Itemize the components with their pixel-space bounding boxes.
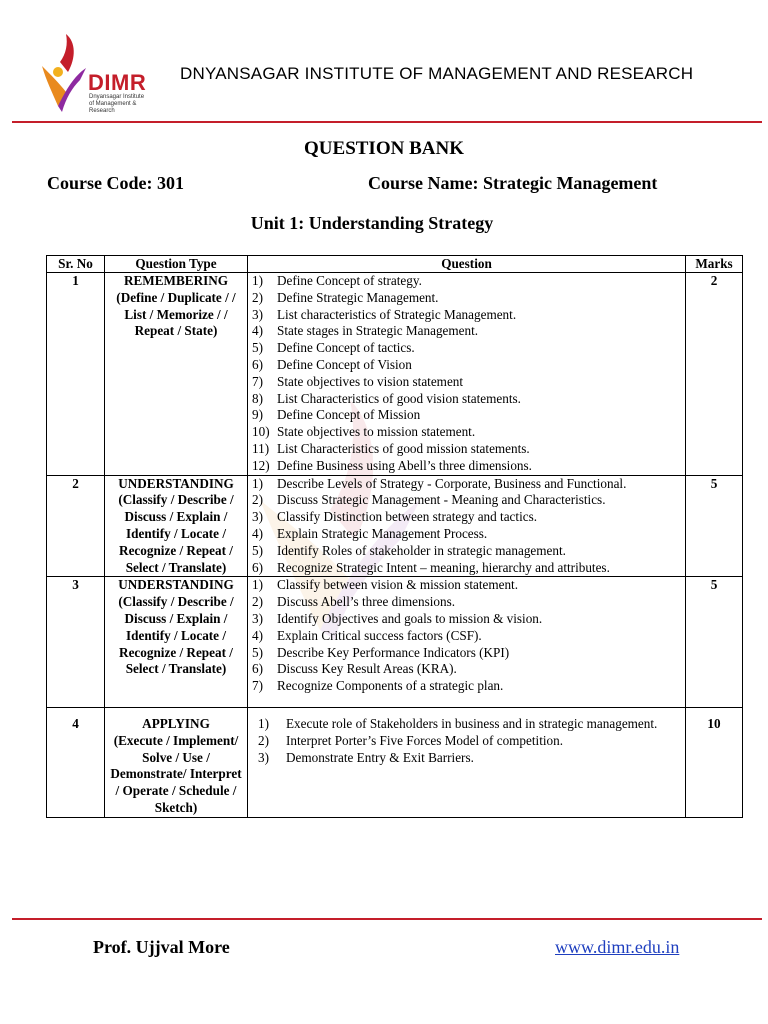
table-header-row <box>47 256 743 273</box>
list-item: 3) Classify Distinction between strategy and tactics. <box>252 509 538 525</box>
question-type-title: UNDERSTANDING <box>118 577 234 593</box>
list-item: 8) List Characteristics of good vision statements. <box>252 390 521 406</box>
list-item: 1) Describe Levels of Strategy - Corporate, Business and Functional. <box>252 475 627 491</box>
list-item: 9) Define Concept of Mission <box>252 407 421 423</box>
list-item: 6) Discuss Key Result Areas (KRA). <box>252 661 457 677</box>
list-item: 12) Define Business using Abell’s three dimensions. <box>252 457 532 473</box>
sr-no-cell: 3 <box>47 577 105 708</box>
list-item: 2) Discuss Abell’s three dimensions. <box>252 594 456 610</box>
table-row <box>47 707 743 817</box>
table-row <box>47 273 743 476</box>
list-item: 6) Define Concept of Vision <box>252 356 412 372</box>
table-row <box>47 577 743 708</box>
question-list <box>250 577 683 695</box>
course-name: Course Name: Strategic Management <box>368 173 658 193</box>
list-item: 1) Classify between vision & mission statement. <box>252 577 519 593</box>
header-marks: Marks <box>686 256 743 273</box>
list-item: 5) Define Concept of tactics. <box>252 340 415 356</box>
question-type-detail: (Classify / Describe / Discuss / Explain / Identify / Locate / Recognize / Repeat / Select / Translate) <box>118 594 234 677</box>
list-item: 3) Demonstrate Entry & Exit Barriers. <box>258 749 474 765</box>
question-type-detail: (Execute / Implement/ Solve / Use / Demonstrate/ Interpret / Operate / Schedule / Sketch) <box>110 732 242 815</box>
marks-cell: 5 <box>686 475 743 577</box>
question-type-title: REMEMBERING <box>123 273 229 288</box>
question-list <box>250 273 683 475</box>
list-item: 3) List characteristics of Strategic Management. <box>252 306 517 322</box>
document-title: QUESTION BANK <box>304 138 464 159</box>
question-cell <box>248 707 686 817</box>
question-cell <box>248 273 686 476</box>
list-item: 11) List Characteristics of good mission statements. <box>252 440 530 456</box>
question-type-cell <box>105 273 248 476</box>
list-item: 5) Identify Roles of stakeholder in strategic management. <box>252 542 566 558</box>
list-item: 4) Explain Strategic Management Process. <box>252 525 488 541</box>
logo-text: DIMR <box>88 70 147 95</box>
marks-cell: 10 <box>686 707 743 817</box>
question-cell <box>248 475 686 577</box>
list-item: 4) Explain Critical success factors (CSF). <box>252 627 482 643</box>
question-type-title: APPLYING <box>142 715 210 731</box>
course-code: Course Code: 301 <box>47 173 184 193</box>
header-question-type: Question Type <box>105 256 248 273</box>
dimr-logo-mark <box>36 32 96 116</box>
list-item: 4) State stages in Strategic Management. <box>252 323 479 339</box>
question-type-cell <box>105 707 248 817</box>
list-item: 2) Interpret Porter’s Five Forces Model of competition. <box>258 732 564 748</box>
header-divider <box>12 121 762 123</box>
question-cell <box>248 577 686 708</box>
list-item: 5) Describe Key Performance Indicators (KPI) <box>252 644 510 660</box>
question-list <box>250 716 683 766</box>
list-item: 10) State objectives to mission statement. <box>252 424 476 440</box>
question-type-detail: (Define / Duplicate / / List / Memorize / / Repeat / State) <box>116 289 236 339</box>
list-item: 2) Define Strategic Management. <box>252 289 439 305</box>
question-type-cell <box>105 475 248 577</box>
list-item: 7) Recognize Components of a strategic plan. <box>252 678 504 694</box>
list-item: 2) Discuss Strategic Management - Meaning and Characteristics. <box>252 492 606 508</box>
sr-no-cell: 2 <box>47 475 105 577</box>
question-table <box>46 255 743 818</box>
sr-no-cell: 1 <box>47 273 105 476</box>
list-item: 7) State objectives to vision statement <box>252 373 464 389</box>
sr-no-cell: 4 <box>47 707 105 817</box>
institute-name: DNYANSAGAR INSTITUTE OF MANAGEMENT AND RESEARCH <box>180 64 694 83</box>
logo-subtext: Dnyansagar Institute of Management & Research <box>89 94 145 114</box>
list-item: 1) Define Concept of strategy. <box>252 273 422 288</box>
question-type-title: UNDERSTANDING <box>118 475 234 491</box>
footer-author: Prof. Ujjval More <box>93 937 230 957</box>
question-type-cell <box>105 577 248 708</box>
question-type-detail: (Classify / Describe / Discuss / Explain / Identify / Locate / Recognize / Repeat / Select / Translate) <box>118 492 234 575</box>
marks-cell: 2 <box>686 273 743 476</box>
header-sr-no: Sr. No <box>47 256 105 273</box>
website-link[interactable]: www.dimr.edu.in <box>555 937 680 957</box>
question-list <box>250 476 683 577</box>
footer-divider <box>12 918 762 920</box>
list-item: 1) Execute role of Stakeholders in business and in strategic management. <box>258 715 658 731</box>
unit-title: Unit 1: Understanding Strategy <box>250 213 494 233</box>
header-question: Question <box>248 256 686 273</box>
table-row <box>47 475 743 577</box>
list-item: 3) Identify Objectives and goals to mission & vision. <box>252 610 543 626</box>
marks-cell: 5 <box>686 577 743 708</box>
list-item: 6) Recognize Strategic Intent – meaning, hierarchy and attributes. <box>252 559 610 575</box>
